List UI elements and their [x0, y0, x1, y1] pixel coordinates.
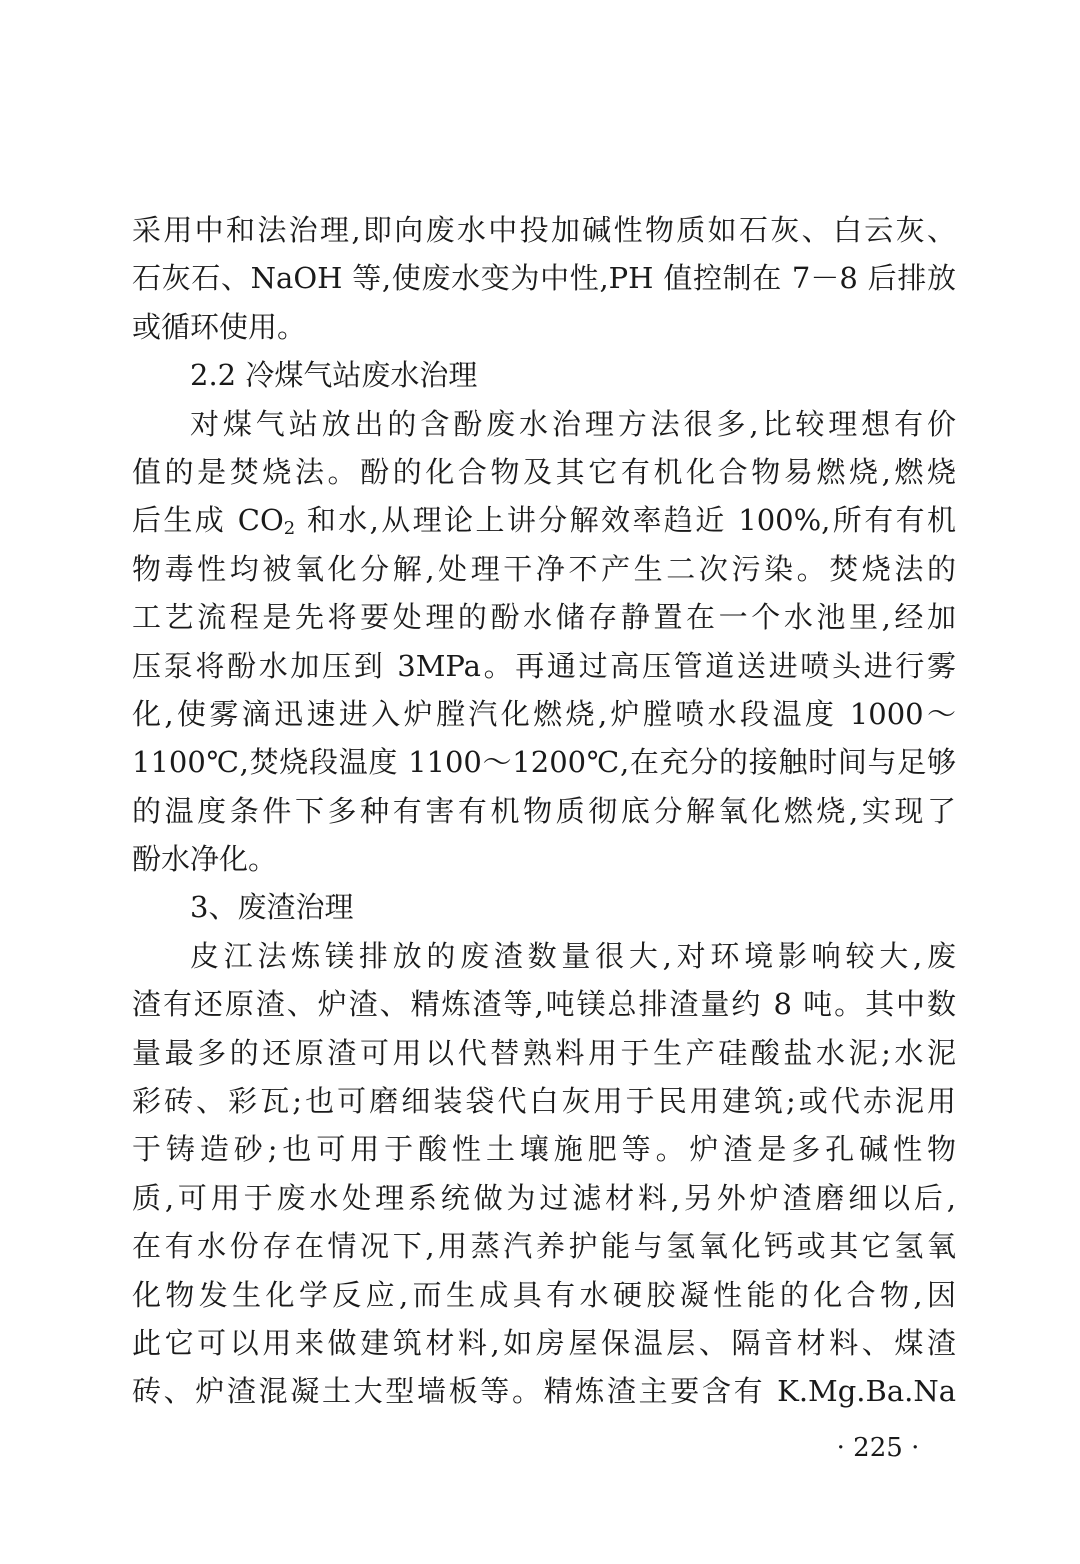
text-line: 采用中和法治理,即向废水中投加碱性物质如石灰、白云灰、 [132, 213, 956, 247]
page-body [132, 206, 956, 1416]
text-line: 量最多的还原渣可用以代替熟料用于生产硅酸盐水泥;水泥 [132, 1035, 956, 1070]
section-heading: 3、废渣治理 [190, 890, 354, 925]
text-line [132, 496, 956, 544]
section-heading: 2.2 冷煤气站废水治理 [190, 358, 478, 393]
text-line: 渣有还原渣、炉渣、精炼渣等,吨镁总排渣量约 8 吨。其中数 [132, 987, 956, 1022]
text-line: 于铸造砂;也可用于酸性土壤施肥等。炉渣是多孔碱性物 [132, 1132, 956, 1167]
page-number: · 225 · [836, 1433, 920, 1463]
text-line: 值的是焚烧法。酚的化合物及其它有机化合物易燃烧,燃烧 [132, 454, 956, 489]
text-line: 压泵将酚水加压到 3MPa。再通过高压管道送进喷头进行雾 [132, 648, 956, 683]
text-line: 或循环使用。 [132, 309, 307, 344]
text-line: 质,可用于废水处理系统做为过滤材料,另外炉渣磨细以后, [132, 1180, 956, 1215]
text-line: 物毒性均被氧化分解,处理干净不产生二次污染。焚烧法的 [132, 551, 956, 586]
text-line: 皮江法炼镁排放的废渣数量很大,对环境影响较大,废 [190, 938, 956, 973]
text-line: 化,使雾滴迅速进入炉膛汽化燃烧,炉膛喷水段温度 1000～ [132, 696, 956, 731]
text-segment: 后生成 CO [132, 503, 284, 538]
text-line: 彩砖、彩瓦;也可磨细装袋代白灰用于民用建筑;或代赤泥用 [132, 1084, 956, 1119]
text-line: 石灰石、NaOH 等,使废水变为中性,PH 值控制在 7－8 后排放 [132, 261, 956, 296]
text-line: 工艺流程是先将要处理的酚水储存静置在一个水池里,经加 [132, 600, 956, 635]
subscript: 2 [283, 518, 296, 540]
text-line: 酚水净化。 [132, 842, 278, 877]
text-line: 的温度条件下多种有害有机物质彻底分解氧化燃烧,实现了 [132, 793, 956, 828]
text-line: 此它可以用来做建筑材料,如房屋保温层、隔音材料、煤渣 [132, 1325, 956, 1360]
text-line: 对煤气站放出的含酚废水治理方法很多,比较理想有价 [190, 406, 956, 441]
text-segment: 和水,从理论上讲分解效率趋近 100%,所有有机 [295, 503, 956, 538]
text-line: 砖、炉渣混凝土大型墙板等。精炼渣主要含有 K.Mg.Ba.Na [132, 1374, 956, 1409]
text-line: 在有水份存在情况下,用蒸汽养护能与氢氧化钙或其它氢氧 [132, 1229, 956, 1264]
text-line: 1100℃,焚烧段温度 1100～1200℃,在充分的接触时间与足够 [132, 745, 956, 780]
text-line: 化物发生化学反应,而生成具有水硬胶凝性能的化合物,因 [132, 1277, 956, 1312]
